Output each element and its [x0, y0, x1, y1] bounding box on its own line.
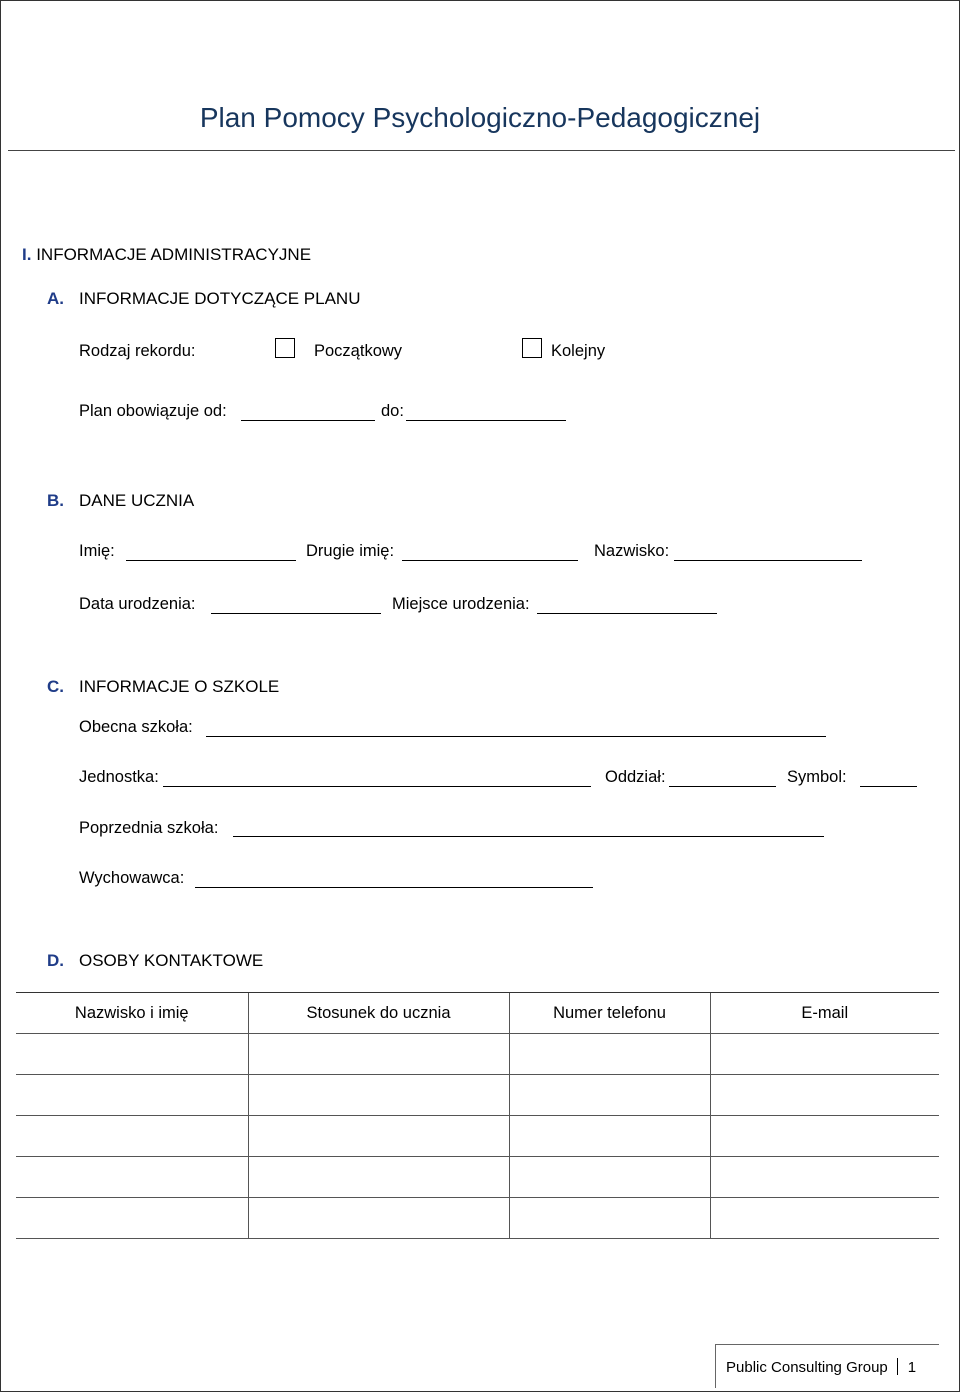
column-header: E-mail — [710, 993, 939, 1034]
table-cell[interactable] — [16, 1034, 248, 1075]
column-header: Stosunek do ucznia — [248, 993, 509, 1034]
birth-date-field[interactable] — [211, 613, 381, 614]
table-row — [16, 1075, 939, 1116]
current-school-label: Obecna szkoła: — [79, 718, 193, 736]
contacts-table — [16, 992, 939, 1239]
initial-checkbox[interactable] — [275, 338, 295, 358]
tutor-field[interactable] — [195, 887, 593, 888]
birth-place-label: Miejsce urodzenia: — [392, 595, 530, 613]
section-c-heading — [47, 678, 279, 695]
page-number: 1 — [907, 1359, 917, 1376]
column-header: Numer telefonu — [509, 993, 710, 1034]
table-row — [16, 1157, 939, 1198]
table-cell[interactable] — [16, 1075, 248, 1116]
table-row — [16, 1198, 939, 1239]
footer-separator — [897, 1358, 898, 1375]
table-cell[interactable] — [16, 1116, 248, 1157]
table-cell[interactable] — [509, 1116, 710, 1157]
next-option-label: Kolejny — [551, 342, 606, 360]
surname-field[interactable] — [674, 560, 862, 561]
symbol-field[interactable] — [860, 786, 917, 787]
section-d-label: OSOBY KONTAKTOWE — [79, 951, 264, 970]
table-cell[interactable] — [710, 1075, 939, 1116]
initial-option-label: Początkowy — [314, 342, 403, 360]
first-name-label: Imię: — [79, 542, 115, 560]
current-school-field[interactable] — [206, 736, 826, 737]
table-cell[interactable] — [509, 1075, 710, 1116]
document-title: Plan Pomocy Psychologiczno-Pedagogicznej — [199, 102, 761, 133]
unit-field[interactable] — [163, 786, 591, 787]
table-cell[interactable] — [710, 1116, 939, 1157]
table-cell[interactable] — [710, 1198, 939, 1239]
table-cell[interactable] — [248, 1116, 509, 1157]
valid-to-field[interactable] — [406, 420, 566, 421]
contacts-header-row — [16, 993, 939, 1034]
table-cell[interactable] — [248, 1034, 509, 1075]
table-cell[interactable] — [710, 1157, 939, 1198]
birth-place-field[interactable] — [537, 613, 717, 614]
tutor-label: Wychowawca: — [79, 869, 185, 887]
table-row — [16, 1116, 939, 1157]
table-cell[interactable] — [509, 1157, 710, 1198]
table-row — [16, 1034, 939, 1075]
class-label: Oddział: — [605, 768, 666, 786]
middle-name-field[interactable] — [402, 560, 578, 561]
section-c-label: INFORMACJE O SZKOLE — [79, 677, 280, 696]
table-cell[interactable] — [248, 1075, 509, 1116]
birth-date-label: Data urodzenia: — [79, 595, 196, 613]
previous-school-field[interactable] — [233, 836, 824, 837]
section-b-number: B. — [47, 491, 64, 510]
table-cell[interactable] — [710, 1034, 939, 1075]
section-1-number: I. — [22, 245, 32, 264]
footer-company: Public Consulting Group — [726, 1359, 888, 1376]
table-cell[interactable] — [248, 1198, 509, 1239]
valid-from-label: Plan obowiązuje od: — [79, 402, 227, 420]
table-cell[interactable] — [248, 1157, 509, 1198]
title-divider — [8, 150, 955, 151]
table-cell[interactable] — [16, 1157, 248, 1198]
section-a-number: A. — [47, 289, 64, 308]
section-a-label: INFORMACJE DOTYCZĄCE PLANU — [79, 289, 361, 308]
table-cell[interactable] — [509, 1198, 710, 1239]
section-b-label: DANE UCZNIA — [79, 491, 195, 510]
section-d-heading — [47, 952, 263, 969]
next-checkbox[interactable] — [522, 338, 542, 358]
record-type-label: Rodzaj rekordu: — [79, 342, 196, 360]
valid-to-label: do: — [381, 402, 404, 420]
section-b-heading — [47, 492, 194, 509]
unit-label: Jednostka: — [79, 768, 159, 786]
first-name-field[interactable] — [126, 560, 296, 561]
section-1-heading — [22, 246, 311, 263]
middle-name-label: Drugie imię: — [306, 542, 395, 560]
previous-school-label: Poprzednia szkoła: — [79, 819, 219, 837]
section-c-number: C. — [47, 677, 64, 696]
symbol-label: Symbol: — [787, 768, 847, 786]
table-cell[interactable] — [509, 1034, 710, 1075]
class-field[interactable] — [669, 786, 776, 787]
column-header: Nazwisko i imię — [16, 993, 248, 1034]
page-footer — [726, 1358, 916, 1375]
section-a-heading — [47, 290, 360, 307]
section-d-number: D. — [47, 951, 64, 970]
table-cell[interactable] — [16, 1198, 248, 1239]
valid-from-field[interactable] — [241, 420, 375, 421]
section-1-label: INFORMACJE ADMINISTRACYJNE — [36, 245, 312, 264]
surname-label: Nazwisko: — [594, 542, 670, 560]
